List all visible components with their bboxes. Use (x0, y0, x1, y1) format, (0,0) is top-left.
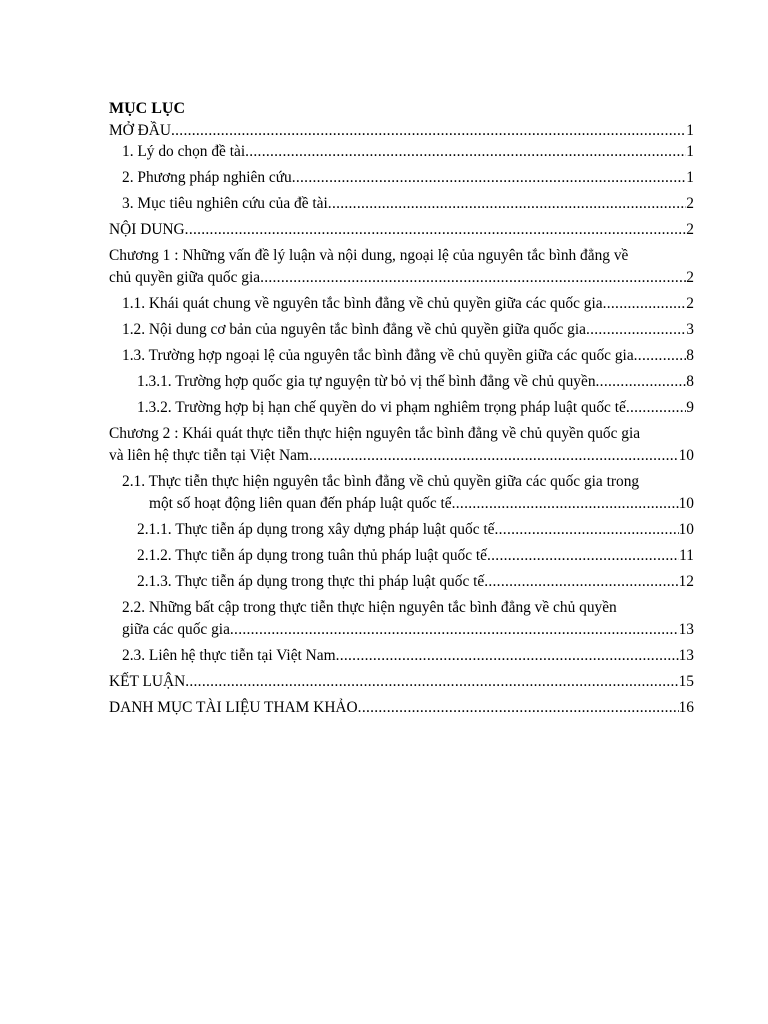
dot-leader (171, 120, 686, 142)
toc-page-number: 2 (686, 269, 694, 286)
toc-entry-tai-lieu[interactable] (109, 697, 694, 723)
toc-entry-text: 1.3. Trường hợp ngoại lệ của nguyên tắc bình đẳng về chủ quyền giữa các quốc gia (122, 347, 634, 364)
toc-entry-text-line1: 2.1. Thực tiễn thực hiện nguyên tắc bình đẳng về chủ quyền giữa các quốc gia trong (122, 473, 640, 490)
toc-entry-text-line1: 2.2. Những bất cập trong thực tiễn thực hiện nguyên tắc bình đẳng về chủ quyền (122, 599, 617, 616)
toc-entry-text: 3. Mục tiêu nghiên cứu của đề tài (122, 195, 328, 212)
toc-entry-text: MỞ ĐẦU (109, 122, 171, 139)
toc-entry-1-3-1[interactable] (109, 371, 694, 397)
dot-leader (336, 645, 679, 667)
toc-page-number: 11 (679, 547, 694, 564)
toc-entry-1-3[interactable] (109, 345, 694, 371)
dot-leader (292, 167, 687, 189)
toc-page-number: 2 (686, 221, 694, 238)
toc-page-number: 2 (686, 195, 694, 212)
dot-leader (185, 219, 687, 241)
toc-entry-text: 2.1.2. Thực tiễn áp dụng trong tuân thủ pháp luật quốc tế (137, 547, 488, 564)
dot-leader (586, 319, 686, 341)
toc-entry-text: 1.3.2. Trường hợp bị hạn chế quyền do vi phạm nghiêm trọng pháp luật quốc tế (137, 399, 626, 416)
dot-leader (245, 141, 686, 163)
toc-entry-text-line2: và liên hệ thực tiễn tại Việt Nam (109, 447, 309, 464)
toc-entry-1-1[interactable] (109, 293, 694, 319)
toc-page-number: 9 (686, 399, 694, 416)
dot-leader (626, 397, 686, 419)
toc-entry-text: 1.3.1. Trường hợp quốc gia tự nguyện từ bỏ vị thế bình đẳng về chủ quyền (137, 373, 596, 390)
toc-page-number: 8 (686, 347, 694, 364)
toc-entry-noi-dung[interactable] (109, 219, 694, 245)
toc-entry-text: 2.3. Liên hệ thực tiễn tại Việt Nam (122, 647, 336, 664)
toc-page-number: 10 (678, 447, 694, 464)
dot-leader (328, 193, 687, 215)
toc-entry-1-2[interactable] (109, 319, 694, 345)
dot-leader (484, 571, 678, 593)
toc-entry-text: KẾT LUẬN (109, 673, 186, 690)
dot-leader (495, 519, 679, 541)
dot-leader (358, 697, 679, 719)
toc-entry-text: 2.1.1. Thực tiễn áp dụng trong xây dựng pháp luật quốc tế (137, 521, 495, 538)
toc-entry-text: 1. Lý do chọn đề tài (122, 143, 246, 160)
dot-leader (260, 267, 686, 289)
toc-entry-2-2[interactable] (109, 597, 694, 641)
toc-page-number: 15 (678, 673, 694, 690)
toc-entry-text-line1: Chương 1 : Những vấn đề lý luận và nội dung, ngoại lệ của nguyên tắc bình đẳng về (109, 247, 629, 264)
toc-entry-text-line2: chủ quyền giữa quốc gia (109, 269, 261, 286)
toc-entry-text: DANH MỤC TÀI LIỆU THAM KHẢO (109, 699, 358, 716)
toc-page-number: 8 (686, 373, 694, 390)
toc-page-number: 3 (686, 321, 694, 338)
toc-page-number: 1 (686, 143, 694, 160)
toc-page-number: 10 (678, 521, 694, 538)
toc-entry-2-1-1[interactable] (109, 519, 694, 545)
toc-entry-text-line2: một số hoạt động liên quan đến pháp luật quốc tế (149, 495, 452, 512)
toc-entry-mo-dau[interactable] (109, 120, 694, 141)
dot-leader (452, 493, 679, 515)
toc-entry-text: 1.2. Nội dung cơ bản của nguyên tắc bình đẳng về chủ quyền giữa quốc gia (122, 321, 586, 338)
toc-page-number: 1 (686, 122, 694, 139)
toc-entry-text: NỘI DUNG (109, 221, 185, 238)
table-of-contents (109, 98, 694, 723)
toc-entry-ly-do[interactable] (109, 141, 694, 167)
toc-page-number: 2 (686, 295, 694, 312)
dot-leader (634, 345, 687, 367)
toc-page-number: 13 (678, 621, 694, 638)
dot-leader (185, 671, 678, 693)
toc-page-number: 10 (678, 495, 694, 512)
toc-entry-chuong-2[interactable] (109, 423, 694, 467)
toc-entry-1-3-2[interactable] (109, 397, 694, 423)
toc-entry-text: 2.1.3. Thực tiễn áp dụng trong thực thi pháp luật quốc tế (137, 573, 485, 590)
dot-leader (596, 371, 687, 393)
toc-page-number: 12 (678, 573, 694, 590)
toc-entry-2-1-3[interactable] (109, 571, 694, 597)
toc-entry-muc-tieu[interactable] (109, 193, 694, 219)
toc-page-number: 16 (678, 699, 694, 716)
toc-entry-text: 1.1. Khái quát chung về nguyên tắc bình đẳng về chủ quyền giữa các quốc gia (122, 295, 603, 312)
toc-page-number: 1 (686, 169, 694, 186)
toc-page-number: 13 (678, 647, 694, 664)
dot-leader (230, 619, 679, 641)
toc-entry-text: 2. Phương pháp nghiên cứu (122, 169, 292, 186)
dot-leader (309, 445, 679, 467)
toc-entry-chuong-1[interactable] (109, 245, 694, 289)
toc-entry-text-line1: Chương 2 : Khái quát thực tiễn thực hiện nguyên tắc bình đẳng về chủ quyền quốc gia (109, 425, 641, 442)
dot-leader (487, 545, 679, 567)
toc-title: MỤC LỤC (109, 100, 185, 117)
toc-entry-2-1-2[interactable] (109, 545, 694, 571)
toc-entry-ket-luan[interactable] (109, 671, 694, 697)
toc-entry-2-3[interactable] (109, 645, 694, 671)
dot-leader (603, 293, 687, 315)
toc-entry-2-1[interactable] (109, 471, 694, 515)
toc-entry-phuong-phap[interactable] (109, 167, 694, 193)
toc-entry-text-line2: giữa các quốc gia (122, 621, 230, 638)
